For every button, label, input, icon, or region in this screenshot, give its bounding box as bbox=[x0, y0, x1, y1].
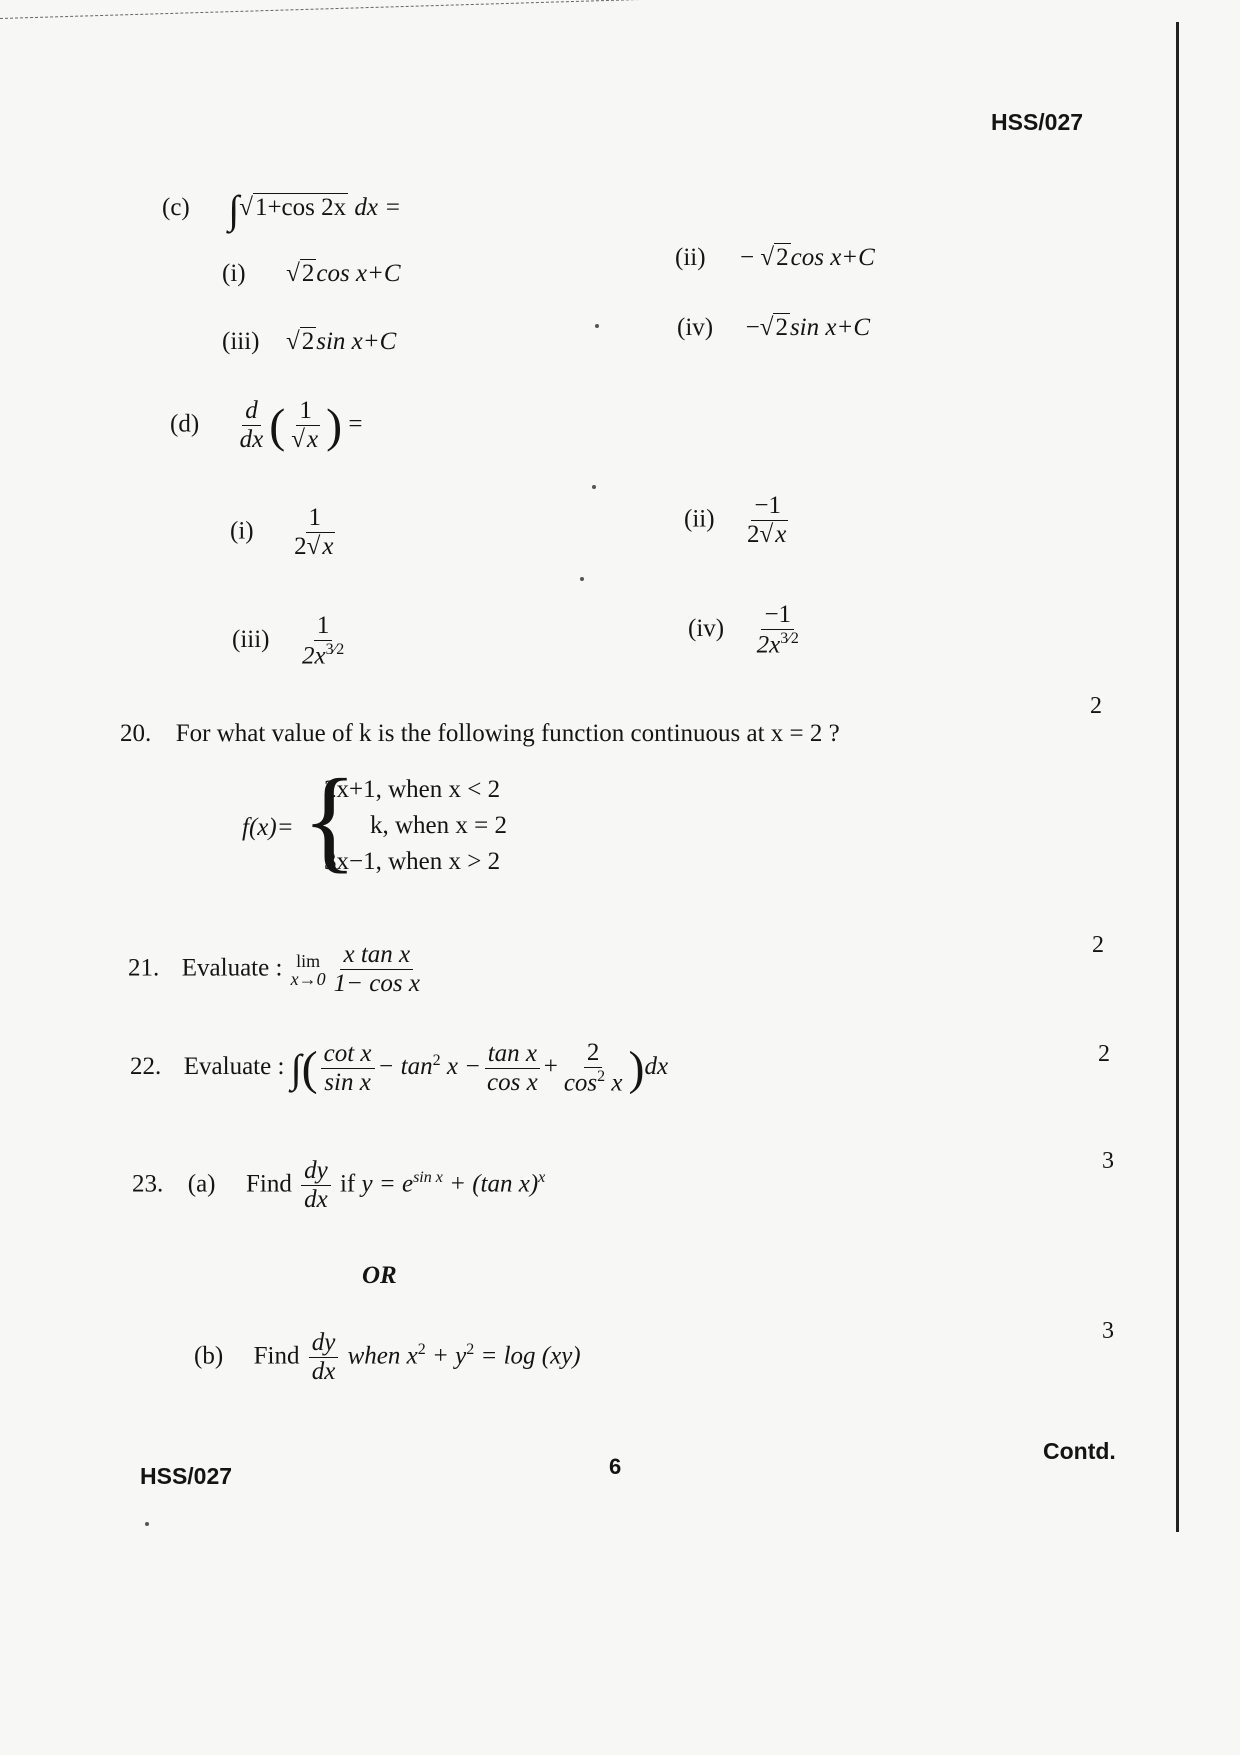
page-number: 6 bbox=[609, 1454, 622, 1479]
scan-speck bbox=[592, 485, 596, 489]
option-value: cos x+C bbox=[790, 244, 875, 271]
sqrt-radicand: 1+cos 2x bbox=[254, 194, 347, 222]
derivative-operator: $\frac{d}{dx}$ bbox=[239, 397, 264, 454]
footer-code: HSS/027 bbox=[140, 1463, 233, 1489]
sqrt-expression: √1+cos 2x bbox=[239, 194, 347, 222]
limit-operator: lim x→0 bbox=[290, 950, 326, 989]
equals-sign: = bbox=[348, 410, 363, 438]
question-c-tail: dx = bbox=[354, 194, 402, 222]
option-d-i[interactable] bbox=[230, 505, 341, 561]
q23b-marks: 3 bbox=[1102, 1318, 1114, 1344]
option-label: (i) bbox=[230, 517, 254, 545]
question-22: 22. Evaluate : ∫( $\frac{\text{cot x}}{\text{sin x}}$ − $\tan^2 x$ − $\frac{\text{tan x}}{\text{cos x}}$ + $\frac{2}{\cos^2 x}$ )dx bbox=[130, 1039, 669, 1097]
q21-marks: 2 bbox=[1092, 932, 1104, 958]
question-20 bbox=[120, 720, 840, 748]
question-prompt: Evaluate : bbox=[181, 954, 283, 982]
option-c-iv[interactable]: (iv) −√2sin x+C bbox=[677, 314, 871, 341]
option-c-iii[interactable]: (iii) √2sin x+C bbox=[222, 328, 397, 355]
q22-marks: 2 bbox=[1098, 1041, 1110, 1067]
integral-sign: ∫ bbox=[228, 187, 240, 232]
question-prompt: Evaluate : bbox=[183, 1053, 285, 1081]
option-value: sin x+C bbox=[789, 314, 871, 341]
part-label: (a) bbox=[187, 1170, 216, 1198]
scan-speck bbox=[595, 324, 599, 328]
question-number: 20. bbox=[120, 720, 152, 747]
q23a-marks: 3 bbox=[1102, 1148, 1114, 1174]
option-value: $\frac{1}{2x^{3⁄2}}$ bbox=[302, 612, 345, 670]
option-label: (iii) bbox=[232, 626, 270, 654]
question-c-label: (c) bbox=[162, 194, 190, 222]
continued-label: Contd. bbox=[1043, 1438, 1116, 1464]
question-d: (d) $\frac{d}{dx}$ ( $\frac{1}{√x}$ ) = bbox=[170, 397, 363, 454]
option-value: sin x+C bbox=[316, 328, 397, 355]
integral-sign: ∫ bbox=[290, 1045, 302, 1091]
case-1: 2x+1, when x < 2 bbox=[324, 776, 501, 803]
scan-speck bbox=[580, 577, 584, 581]
piecewise-function bbox=[242, 756, 662, 890]
or-separator: OR bbox=[362, 1262, 397, 1289]
question-23a: 23. (a) Find $\frac{dy}{dx}$ if $y = e^{sin x} + (\tan$ x)$^x$ bbox=[132, 1157, 546, 1214]
option-d-ii[interactable] bbox=[684, 493, 794, 549]
option-label: (ii) bbox=[684, 505, 715, 533]
question-23b: (b) Find $\frac{dy}{dx}$ when $x^2 + y^2 = \log (xy)$ bbox=[194, 1329, 581, 1386]
function-lhs: f(x)= bbox=[242, 814, 294, 841]
option-label: (iii) bbox=[222, 328, 260, 355]
question-text: For what value of k is the following function continuous at x = 2 ? bbox=[175, 720, 840, 747]
question-d-label: (d) bbox=[170, 410, 200, 438]
option-d-iii[interactable] bbox=[232, 613, 350, 670]
question-number: 21. bbox=[128, 954, 160, 982]
scan-top-rule bbox=[0, 0, 950, 20]
option-c-ii[interactable]: (ii) − √2cos x+C bbox=[675, 244, 875, 271]
option-label: (iv) bbox=[677, 314, 714, 341]
option-label: (iv) bbox=[688, 615, 725, 643]
limit-fraction: $\frac{\text{x tan x}}{\text{1− cos x}}$ bbox=[333, 941, 420, 998]
option-value: $\frac{-1}{2√x}$ bbox=[747, 492, 787, 549]
case-3: 3x−1, when x > 2 bbox=[324, 848, 501, 875]
question-21 bbox=[128, 942, 426, 998]
page-header-code: HSS/027 bbox=[991, 109, 1084, 135]
scan-right-edge bbox=[1176, 22, 1179, 1532]
derivative-fraction: $\frac{dy}{dx}$ bbox=[301, 1158, 331, 1214]
derivative-fraction: $\frac{dy}{dx}$ bbox=[309, 1330, 339, 1386]
option-d-iv[interactable] bbox=[688, 602, 805, 659]
inner-fraction: $\frac{1}{√x}$ bbox=[291, 397, 319, 454]
brace-symbol: { bbox=[302, 756, 358, 883]
case-2: k, when x = 2 bbox=[370, 812, 507, 839]
question-c bbox=[162, 186, 401, 233]
question-number: 23. bbox=[132, 1170, 164, 1198]
option-c-i[interactable]: (i) √2cos x+C bbox=[222, 260, 401, 287]
option-value: $\frac{-1}{2x^{3⁄2}}$ bbox=[756, 601, 799, 659]
option-label: (i) bbox=[222, 260, 246, 287]
option-label: (ii) bbox=[675, 244, 706, 271]
option-value: cos x+C bbox=[316, 260, 401, 287]
q20-marks: 2 bbox=[1090, 693, 1102, 719]
option-value: $\frac{1}{2√x}$ bbox=[294, 504, 334, 561]
part-label: (b) bbox=[194, 1342, 224, 1370]
question-number: 22. bbox=[130, 1053, 162, 1081]
scan-speck bbox=[145, 1522, 149, 1526]
